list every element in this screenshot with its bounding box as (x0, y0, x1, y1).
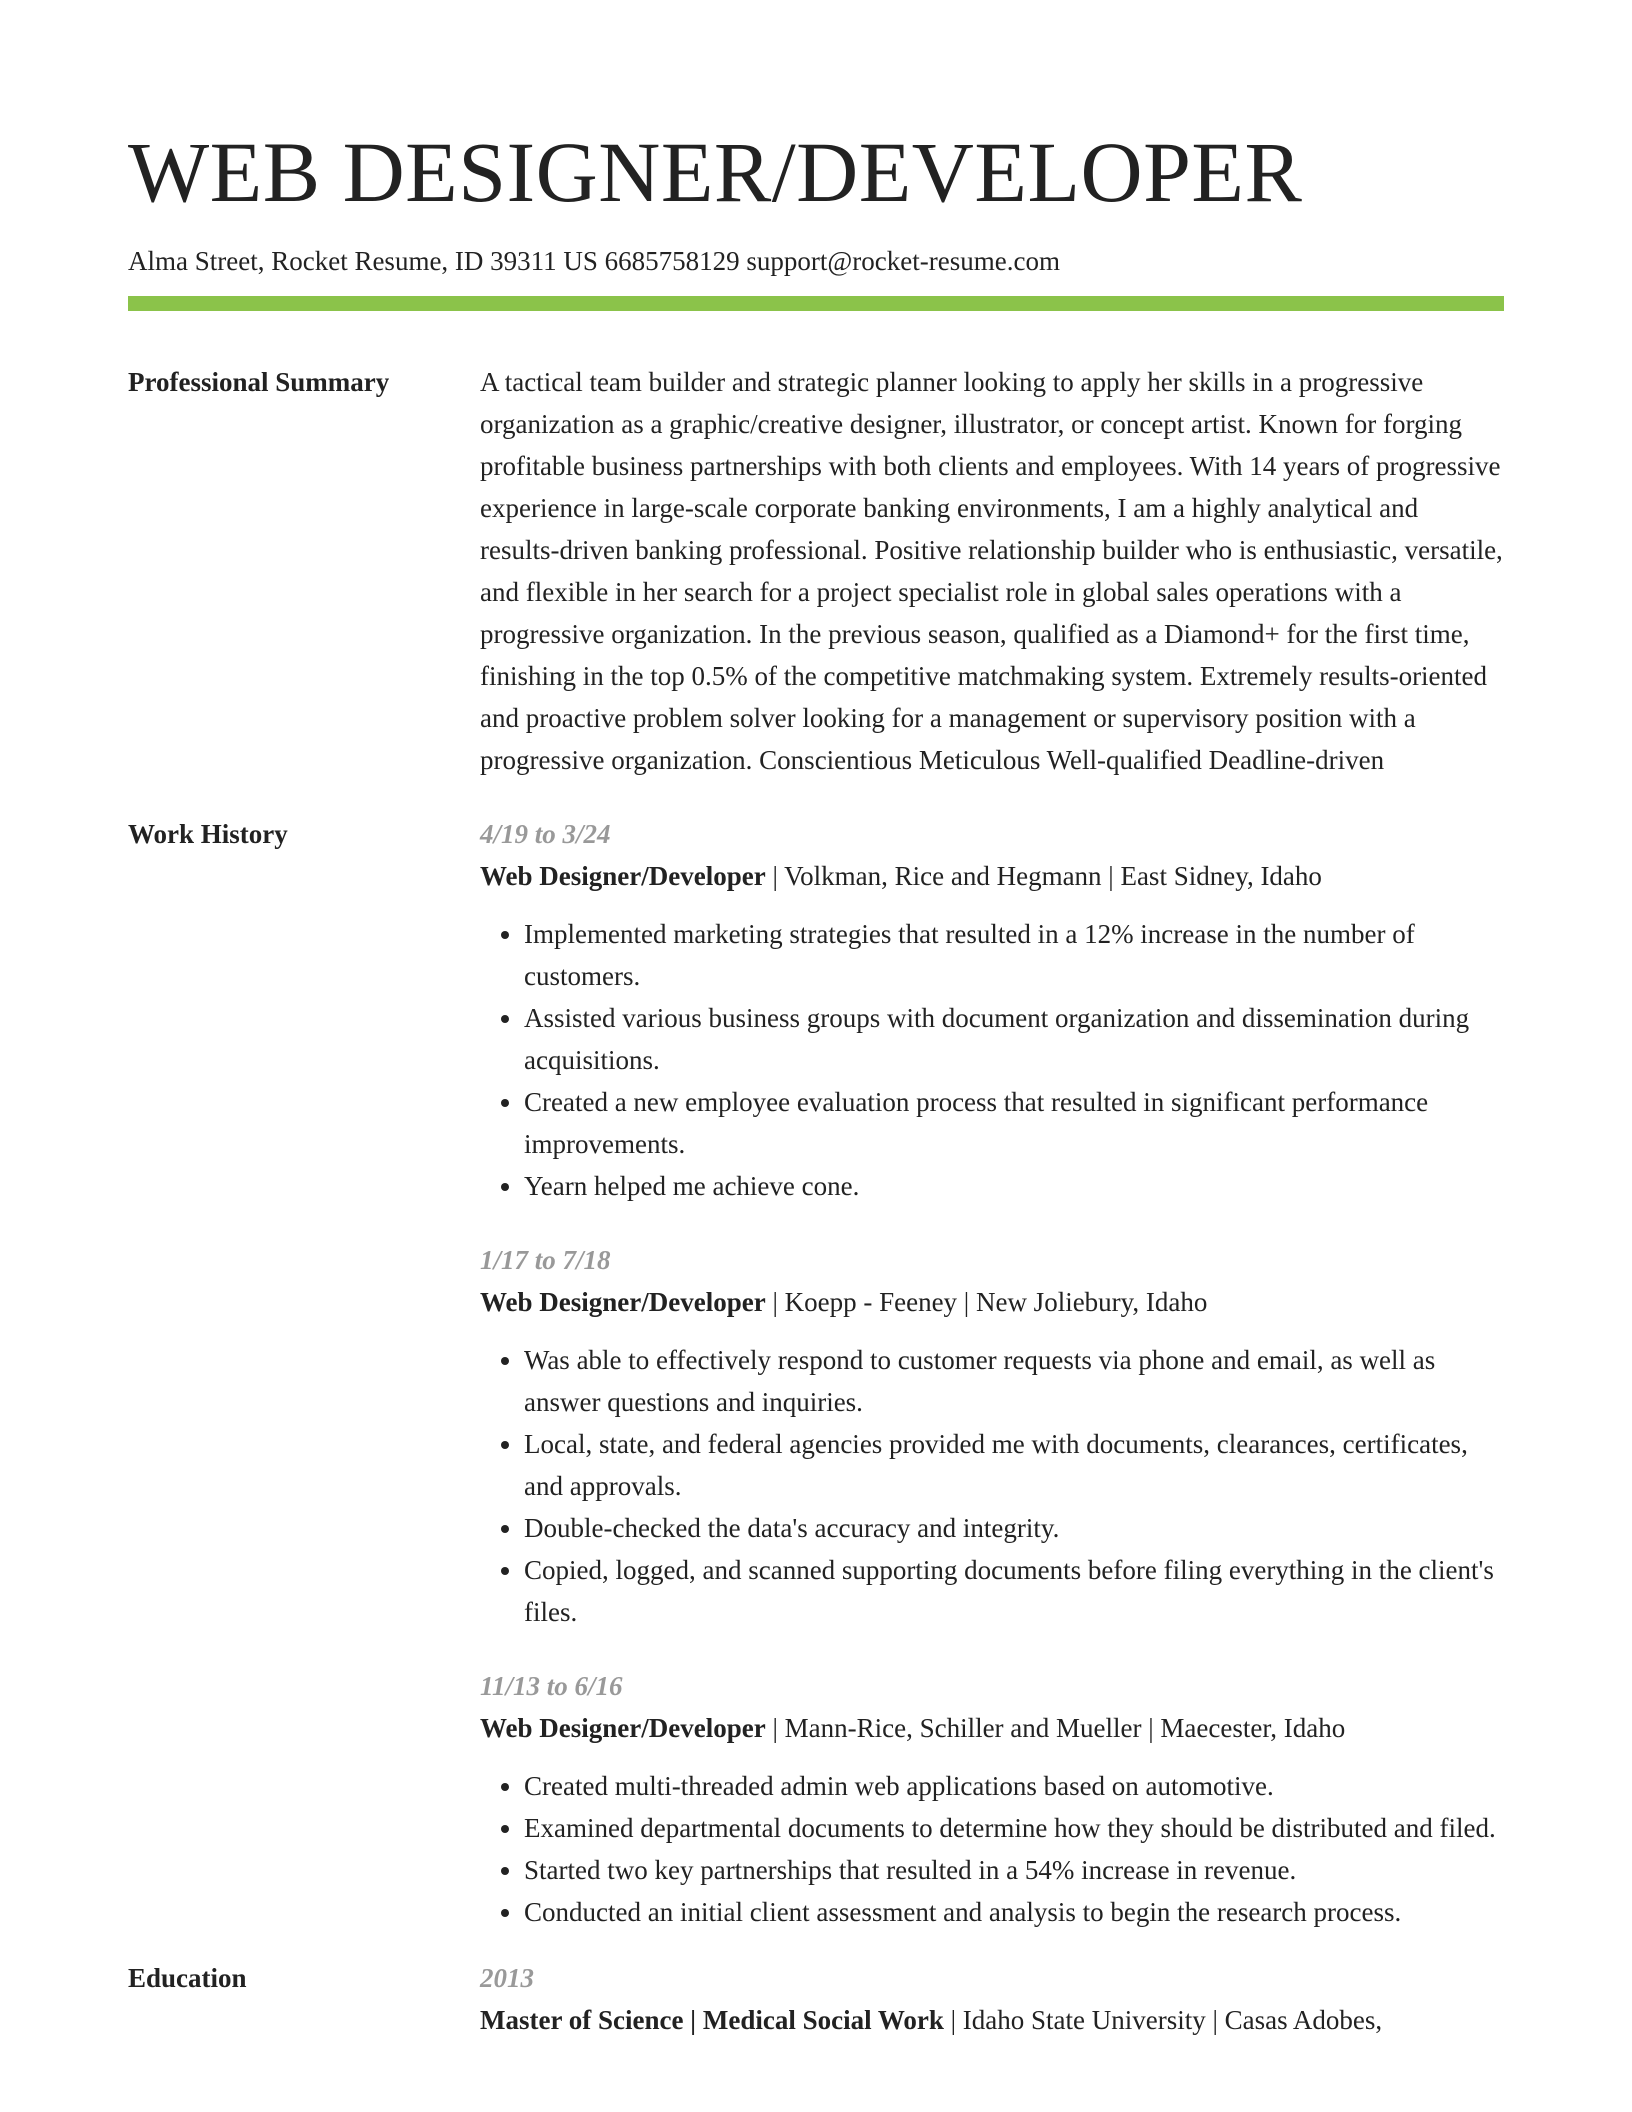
job-details: | Volkman, Rice and Hegmann | East Sidney, Idaho (765, 861, 1322, 891)
accent-divider (128, 296, 1504, 311)
job-bullet: • Examined departmental documents to determine how they should be distributed and filed. (524, 1807, 1504, 1849)
job-bullet: • Yearn helped me achieve cone. (524, 1165, 1504, 1207)
job-title: Web Designer/Developer (480, 1713, 766, 1743)
job-bullets (480, 1765, 1504, 1933)
education-details: | Idaho State University | Casas Adobes, (943, 2005, 1383, 2035)
job-bullets (480, 913, 1504, 1207)
education-degree: Master of Science | Medical Social Work (480, 2005, 944, 2035)
job-bullets (480, 1339, 1504, 1633)
job-details: | Koepp - Feeney | New Joliebury, Idaho (765, 1287, 1208, 1317)
summary-text: A tactical team builder and strategic planner looking to apply her skills in a progressive organization as a graphic/creative designer, illustrator, or concept artist. Known for forging profitable business partnerships with both clients and employees. With 14 years of progressive experience in large-scale corporate banking environments, I am a highly analytical and results-driven banking professional. Positive relationship builder who is enthusiastic, versatile, and flexible in her search for a project specialist role in global sales operations with a progressive organization. In the previous season, qualified as a Diamond+ for the first time, finishing in the top 0.5% of the competitive matchmaking system. Extremely results-oriented and proactive problem solver looking for a management or supervisory position with a progressive organization. Conscientious Meticulous Well-qualified Deadline-driven (480, 367, 1503, 775)
education-section (128, 1957, 1504, 2041)
contact-line: Alma Street, Rocket Resume, ID 39311 US 6685758129 support@rocket-resume.com (128, 246, 1060, 276)
job-details: | Mann-Rice, Schiller and Mueller | Maecester, Idaho (765, 1713, 1346, 1743)
job-bullet: • Created a new employee evaluation process that resulted in significant performance improvements. (524, 1081, 1504, 1165)
job-bullet: • Started two key partnerships that resulted in a 54% increase in revenue. (524, 1849, 1504, 1891)
job-bullet: • Created multi-threaded admin web applications based on automotive. (524, 1765, 1504, 1807)
job-bullet: • Was able to effectively respond to customer requests via phone and email, as well as answer questions and inquiries. (524, 1339, 1504, 1423)
job-title: Web Designer/Developer (480, 1287, 766, 1317)
job-bullet: • Implemented marketing strategies that resulted in a 12% increase in the number of customers. (524, 913, 1504, 997)
job-dates: 4/19 to 3/24 (480, 819, 611, 849)
job-bullet: • Assisted various business groups with document organization and dissemination during acquisitions. (524, 997, 1504, 1081)
job-bullet: • Local, state, and federal agencies provided me with documents, clearances, certificates, and approvals. (524, 1423, 1504, 1507)
education-degree-line (480, 1999, 1504, 2041)
job-entry (480, 813, 1504, 1207)
section-label-summary: Professional Summary (128, 367, 390, 397)
job-bullet: • Double-checked the data's accuracy and integrity. (524, 1507, 1504, 1549)
section-label-education: Education (128, 1963, 247, 1993)
section-label-work-history: Work History (128, 819, 288, 849)
resume-title: WEB DESIGNER/DEVELOPER (128, 124, 1303, 220)
job-bullet: • Conducted an initial client assessment and analysis to begin the research process. (524, 1891, 1504, 1933)
job-bullet: • Copied, logged, and scanned supporting documents before filing everything in the client's files. (524, 1549, 1504, 1633)
work-history-section (128, 813, 1504, 1933)
job-title: Web Designer/Developer (480, 861, 766, 891)
job-title-line (480, 1707, 1504, 1749)
professional-summary-section (128, 361, 1504, 781)
job-dates: 1/17 to 7/18 (480, 1245, 611, 1275)
job-dates: 11/13 to 6/16 (480, 1671, 623, 1701)
job-entry (480, 1239, 1504, 1633)
resume-page (128, 0, 1504, 2041)
job-entry (480, 1665, 1504, 1933)
education-year: 2013 (480, 1963, 534, 1993)
job-title-line (480, 1281, 1504, 1323)
job-title-line (480, 855, 1504, 897)
